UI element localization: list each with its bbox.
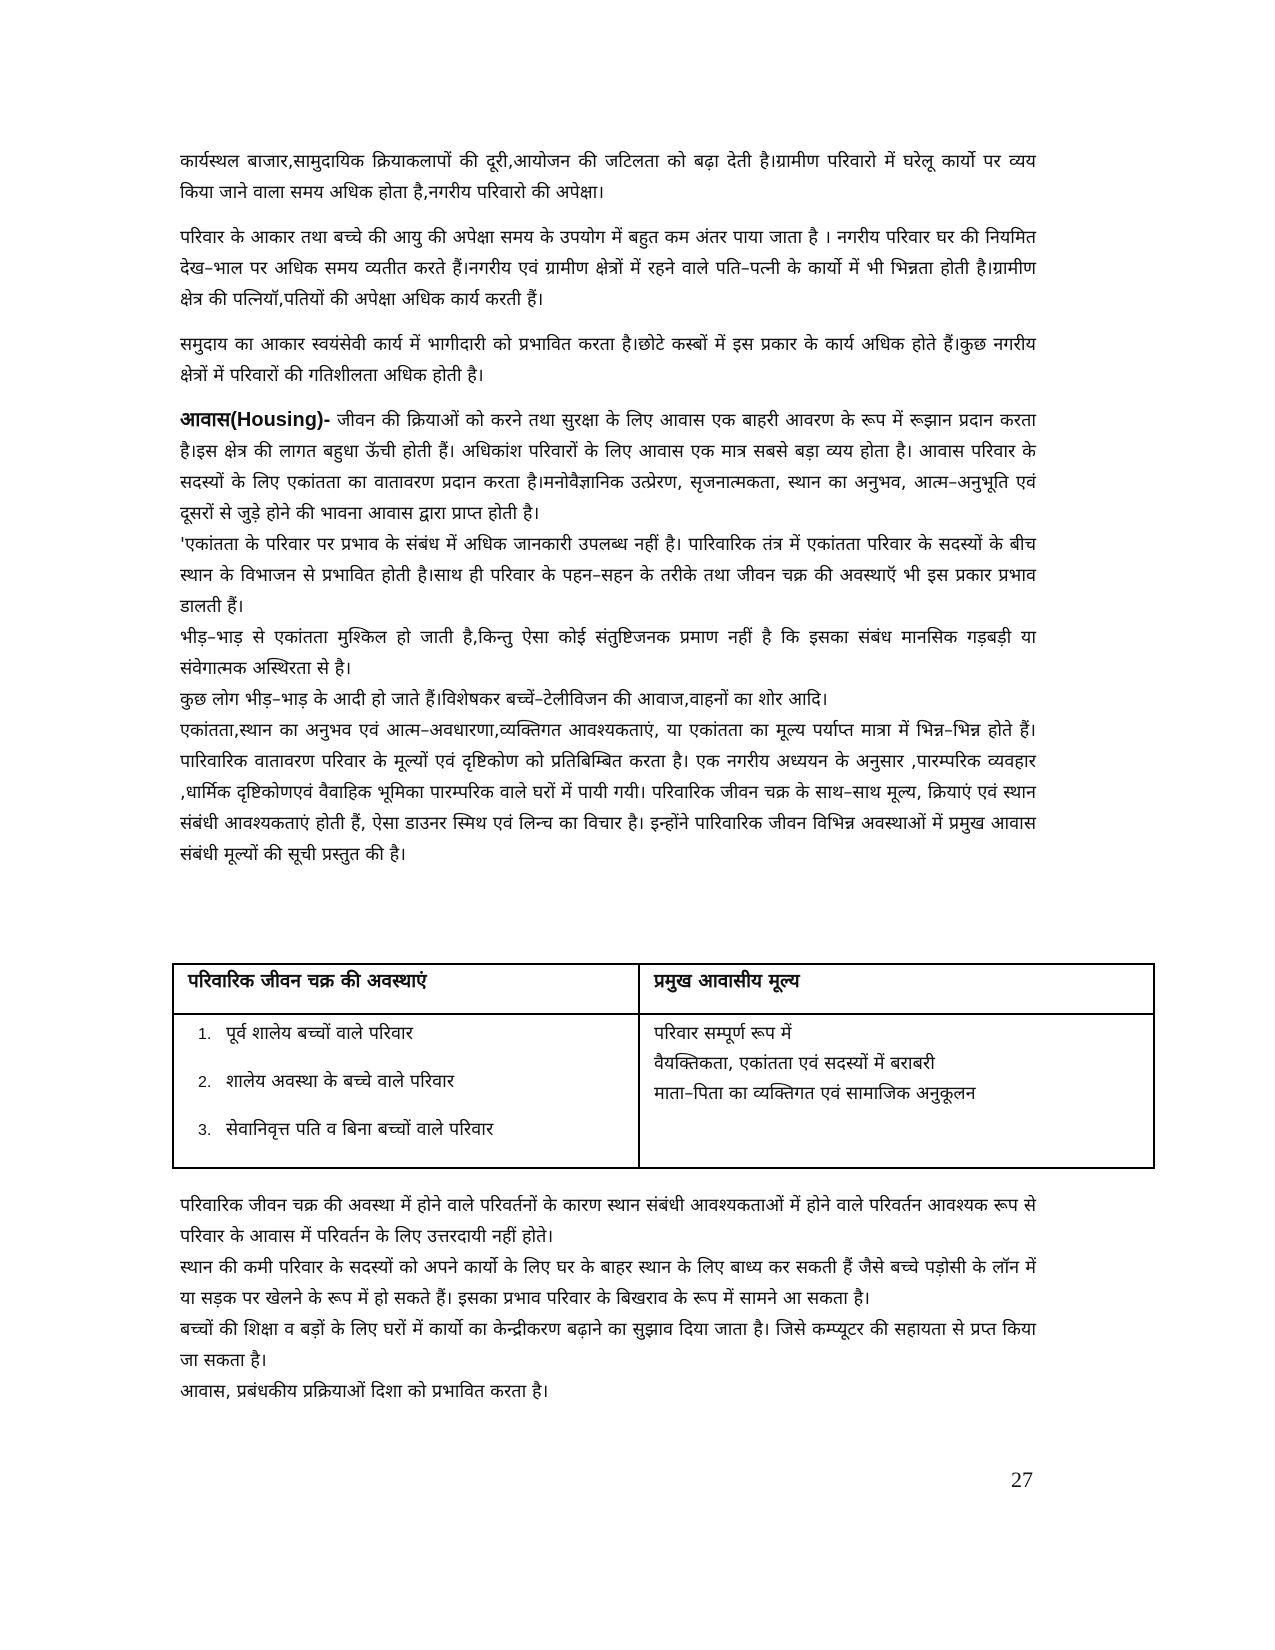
page-number: 27 [1011, 1467, 1033, 1492]
stage-text: सेवानिवृत्त पति व बिना बच्चों वाले परिवार [226, 1119, 494, 1140]
stage-text: पूर्व शालेय बच्चों वाले परिवार [226, 1023, 413, 1044]
paragraph-space-shortage: स्थान की कमी परिवार के सदस्यों को अपने कार्यो के लिए घर के बाहर स्थान के लिए बाध्य कर सकती हैं जैसे बच्चे पड़ोसी के लॉन में या सड़क पर खेलने के रूप में हो सकते हैं। इसका प्रभाव परिवार के बिखराव के रूप में सामने आ सकता है। [180, 1257, 1036, 1309]
paragraph-privacy: 'एकांतता के परिवार पर प्रभाव के संबंध में अधिक जानकारी उपलब्ध नहीं है। पारिवारिक तंत्र में एकांतता परिवार के सदस्यों के बीच स्थान के विभाजन से प्रभावित होती है।साथ ही परिवार के पहन–सहन के तरीके तथा जीवन चक्र की अवस्थाऍ भी इस प्रकार प्रभाव डालती हैं। [180, 534, 1036, 617]
paragraph-community: समुदाय का आकार स्वयंसेवी कार्य में भागीदारी को प्रभावित करता है।छोटे कस्बों में इस प्रकार के कार्य अधिक होते हैं।कुछ नगरीय क्षेत्रों में परिवारों की गतिशीलता अधिक होती है। [180, 334, 1036, 386]
value-line: माता–पिता का व्यक्तिगत एवं सामाजिक अनुकूलन [654, 1083, 976, 1104]
housing-heading: आवास(Housing)- [180, 409, 331, 431]
list-item [198, 1019, 624, 1067]
list-number: 1. [198, 1026, 212, 1043]
table-header-values: प्रमुख आवासीय मूल्य [639, 964, 1154, 1014]
list-number: 3. [198, 1122, 212, 1139]
list-item [198, 1115, 624, 1163]
table-row [173, 1014, 1154, 1168]
paragraph-housing-intro [180, 405, 1036, 529]
value-line: परिवार सम्पूर्ण रूप में [654, 1023, 792, 1044]
paragraph-management: आवास, प्रबंधकीय प्रक्रियाओं दिशा को प्रभावित करता है। [180, 1381, 549, 1402]
page-body-bottom [180, 1190, 1036, 1407]
paragraph-workplace: कार्यस्थल बाजार,सामुदायिक क्रियाकलापों की दूरी,आयोजन की जटिलता को बढ़ा देती है।ग्रामीण परिवारो में घरेलू कार्यो पर व्यय किया जाने वाला समय अधिक होता है,नगरीय परिवारो की अपेक्षा। [180, 151, 1036, 203]
stages-list [188, 1019, 624, 1163]
housing-intro-text: जीवन की क्रियाओं को करने तथा सुरक्षा के लिए आवास एक बाहरी आवरण के रूप में रूझान प्रदान करता है।इस क्षेत्र की लागत बहुधा ऊॅची होती हैं। अधिकांश परिवारों के लिए आवास एक मात्र सबसे बड़ा व्यय होता है। आवास परिवार के सदस्यों के लिए एकांतता का वातावरण प्रदान करता है।मनोवैज्ञानिक उत्प्रेरण, सृजनात्मकता, स्थान का अनुभव, आत्म–अनुभूति एवं दूसरों से जुड़े होने की भावना आवास द्वारा प्राप्त होती है। [180, 410, 1036, 524]
paragraph-lifecycle-change: परिवारिक जीवन चक्र की अवस्था में होने वाले परिवर्तनों के कारण स्थान संबंधी आवश्यकताओं में होने वाले परिवर्तन आवश्यक रूप से परिवार के आवास में परिवर्तन के लिए उत्तरदायी नहीं होते। [180, 1195, 1036, 1247]
stages-cell [173, 1014, 639, 1168]
paragraph-values: एकांतता,स्थान का अनुभव एवं आत्म–अवधारणा,व्यक्तिगत आवश्यकताएं, या एकांतता का मूल्य पर्याप्त मात्रा में भिन्न–भिन्न होते हैं।पारिवारिक वातावरण परिवार के मूल्यों एवं दृष्टिकोण को प्रतिबिम्बित करता है। एक नगरीय अध्ययन के अनुसार ,पारम्परिक व्यवहार ,धार्मिक दृष्टिकोणएवं वैवाहिक भूमिका पारम्परिक वाले घरों में पायी गयी। परिवारिक जीवन चक्र के साथ–साथ मूल्य, क्रियाएं एवं स्थान संबंधी आवश्यकताएं होती हैं, ऐसा डाउनर स्मिथ एवं लिन्च का विचार है। इन्होंने पारिवारिक जीवन विभिन्न अवस्थाओं में प्रमुख आवास संबंधी मूल्यों की सूची प्रस्तुत की है। [180, 720, 1036, 865]
table-header-stages: परिवारिक जीवन चक्र की अवस्थाएं [173, 964, 639, 1014]
list-item [198, 1067, 624, 1115]
life-cycle-table [172, 963, 1155, 1169]
list-number: 2. [198, 1074, 212, 1091]
paragraph-crowding: भीड़–भाड़ से एकांतता मुश्किल हो जाती है,किन्तु ऐसा कोई संतुष्टिजनक प्रमाण नहीं है कि इसका संबंध मानसिक गड़बड़ी या संवेगात्मक अस्थिरता से है। [180, 627, 1036, 679]
paragraph-education: बच्चों की शिक्षा व बड़ों के लिए घरों में कार्यो का केन्द्रीकरण बढ़ाने का सुझाव दिया जाता है। जिसे कम्प्यूटर की सहायता से प्रप्त किया जा सकता है। [180, 1319, 1036, 1371]
values-cell [639, 1014, 1154, 1168]
stage-text: शालेय अवस्था के बच्चे वाले परिवार [226, 1071, 455, 1092]
paragraph-family-size: परिवार के आकार तथा बच्चे की आयु की अपेक्षा समय के उपयोग में बहुत कम अंतर पाया जाता है । नगरीय परिवार घर की नियमित देख–भाल पर अधिक समय व्यतीत करते हैं।नगरीय एवं ग्रामीण क्षेत्रों में रहने वाले पति–पत्नी के कार्यो में भी भिन्नता होती है।ग्रामीण क्षेत्र की पत्नियॉ,पतियों की अपेक्षा अधिक कार्य करती हैं। [180, 227, 1036, 310]
table-header-row [173, 964, 1154, 1014]
paragraph-habituation: कुछ लोग भीड़–भाड़ के आदी हो जाते हैं।विशेषकर बच्चें–टेलीविजन की आवाज,वाहनों का शोर आदि। [180, 689, 828, 710]
page-body-top [180, 146, 1036, 870]
value-line: वैयक्तिकता, एकांतता एवं सदस्यों में बराबरी [654, 1053, 935, 1074]
